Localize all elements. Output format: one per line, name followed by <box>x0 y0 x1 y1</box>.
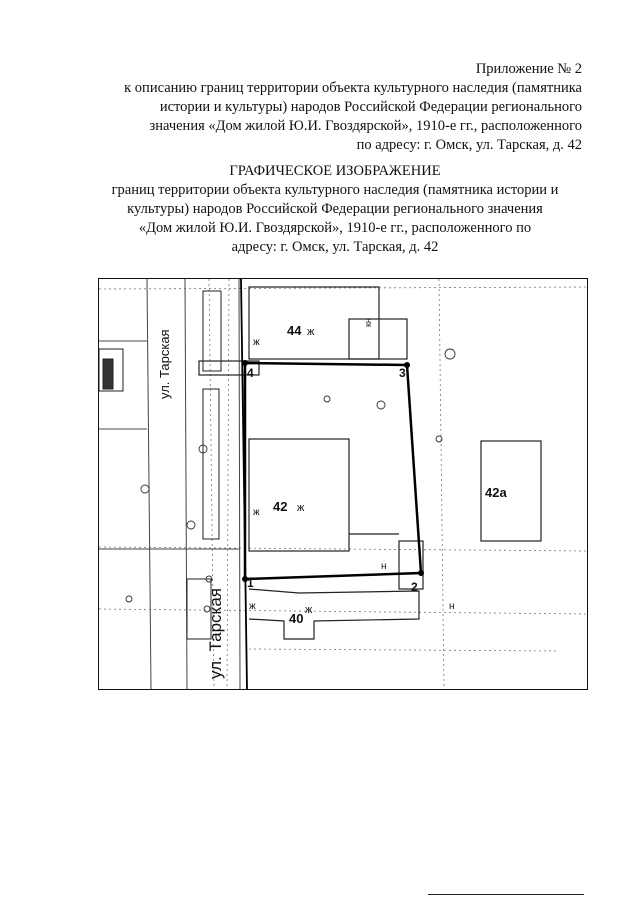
building-42 <box>249 439 349 551</box>
signature-line <box>428 894 584 895</box>
building-number-40: 40 <box>289 611 304 626</box>
point-label-2: 2 <box>411 580 418 594</box>
point-marker-2 <box>418 570 424 576</box>
appendix-line: значения «Дом жилой Ю.И. Гвоздярской», 1910-е гг., расположенного <box>149 118 582 134</box>
point-label-4: 4 <box>247 366 254 380</box>
building-number-44: 44 <box>287 323 302 338</box>
label-n: н <box>449 601 455 612</box>
heading-line: адресу: г. Омск, ул. Тарская, д. 42 <box>231 239 439 255</box>
building-44 <box>249 287 379 359</box>
street-label-large: ул. Тарская <box>206 588 225 679</box>
appendix-line: по адресу: г. Омск, ул. Тарская, д. 42 <box>356 137 582 153</box>
page-title: ГРАФИЧЕСКОЕ ИЗОБРАЖЕНИЕ <box>229 163 441 179</box>
map-labels <box>157 318 507 679</box>
street-label-small: ул. Тарская <box>157 329 172 399</box>
appendix-line: к описанию границ территории объекта культурного наследия (памятника <box>124 80 582 96</box>
map-svg <box>99 279 587 689</box>
building-material-44: ж <box>307 326 315 338</box>
document-heading <box>100 162 570 257</box>
heading-line: культуры) народов Российской Федерации регионального значения <box>127 201 543 217</box>
label-n: н <box>381 561 387 572</box>
parcel-boundary <box>245 363 421 579</box>
label-kn: кн <box>363 318 373 327</box>
utility-lines <box>99 279 587 689</box>
label-zh: ж <box>253 337 260 348</box>
appendix-line: Приложение № 2 <box>475 61 582 77</box>
point-label-1: 1 <box>247 576 254 590</box>
label-zh: ж <box>253 507 260 518</box>
building-material-40: ж <box>305 604 313 616</box>
heading-line: границ территории объекта культурного наследия (памятника истории и <box>111 182 559 198</box>
cadastral-map <box>98 278 588 690</box>
building-number-42a: 42а <box>485 485 507 500</box>
building-material-42: ж <box>297 502 305 514</box>
point-label-3: 3 <box>399 366 406 380</box>
label-zh: ж <box>249 601 256 612</box>
appendix-header <box>124 60 582 155</box>
heading-line: «Дом жилой Ю.И. Гвоздярской», 1910-е гг., расположенного по <box>138 220 532 236</box>
appendix-line: истории и культуры) народов Российской Федерации регионального <box>159 99 582 115</box>
building-number-42: 42 <box>273 499 288 514</box>
